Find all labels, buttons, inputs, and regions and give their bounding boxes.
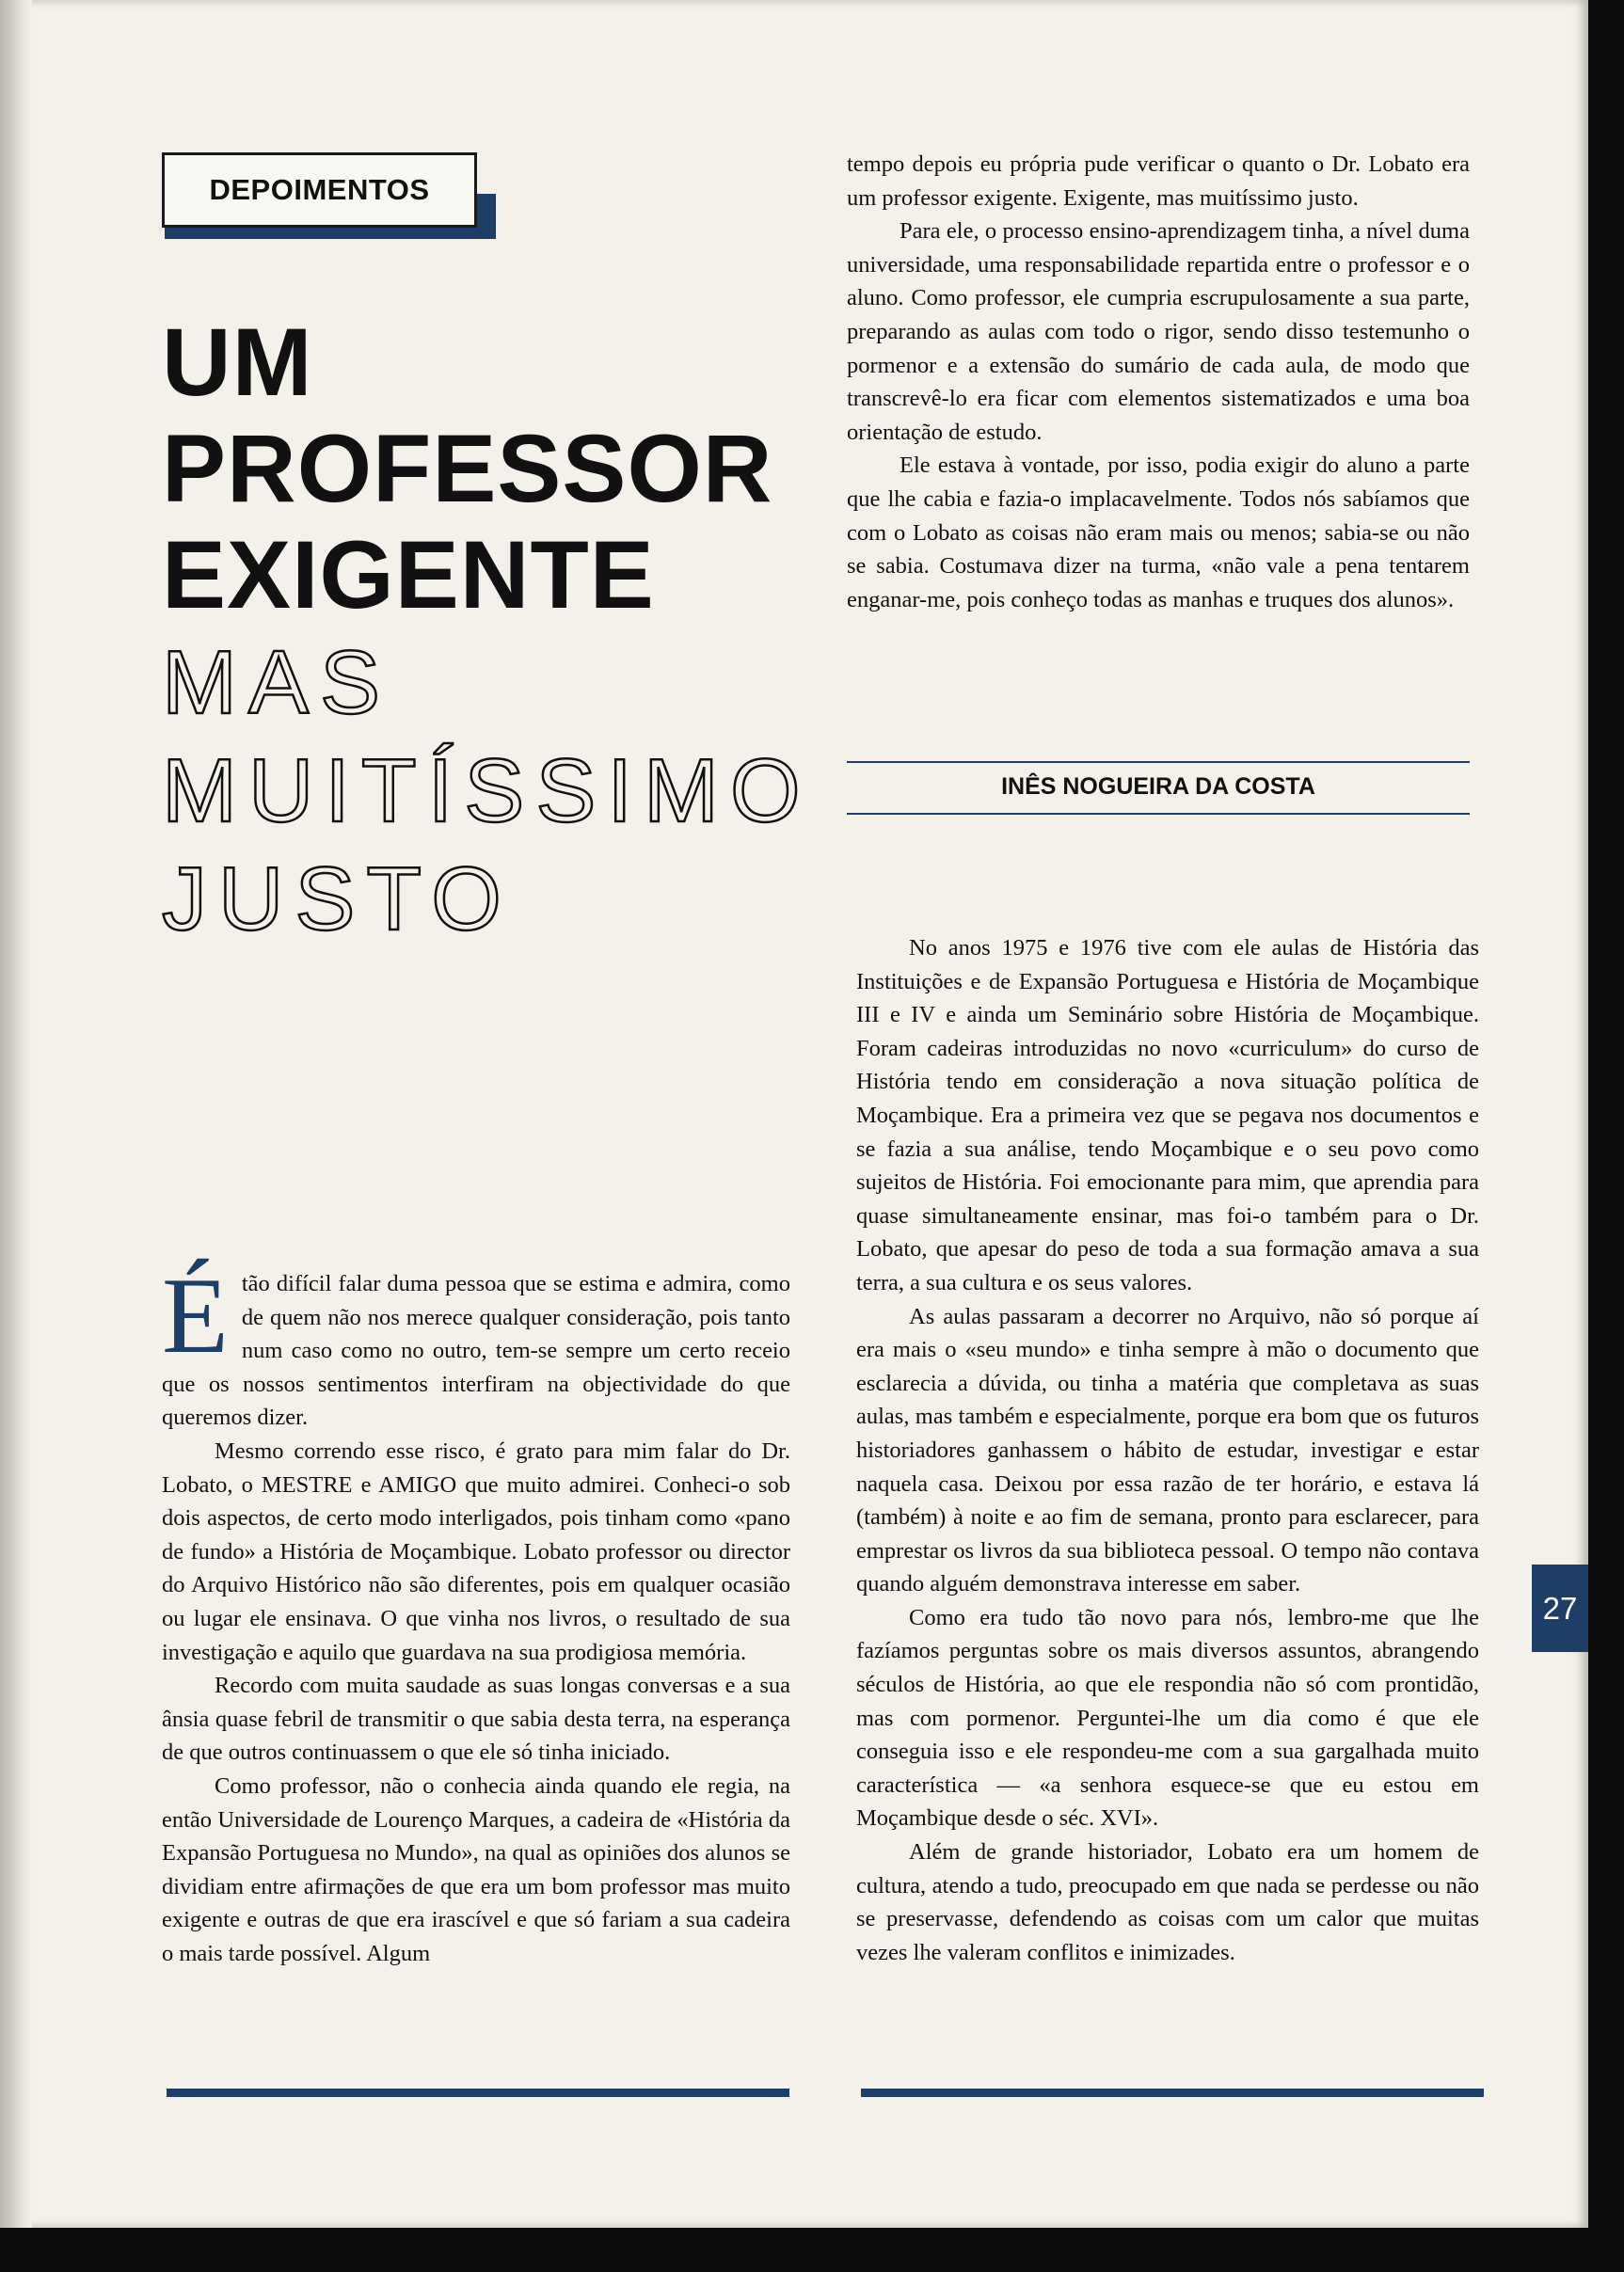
author-name: INÊS NOGUEIRA DA COSTA <box>1001 773 1315 800</box>
left-column <box>162 1256 790 1970</box>
page-number-tab <box>1532 1565 1588 1652</box>
author-rule-top <box>847 761 1470 763</box>
paragraph: Recordo com muita saudade as suas longas conversas e a sua ânsia quase febril de transmitir o que sabia desta terra, na esperança de que outros continuassem o que ele só tinha iniciado. <box>162 1673 790 1766</box>
right-column-top <box>847 148 1470 616</box>
section-label: DEPOIMENTOS <box>209 173 430 206</box>
author-rule-bottom <box>847 813 1470 815</box>
paragraph: Ele estava à vontade, por isso, podia exigir do aluno a parte que lhe cabia e fazia-o implacavelmente. Todos nós sabíamos que com o Lobato as coisas não eram mais ou menos; sabia-se ou não se sabia. Costumava dizer na turma, «não vale a pena tentarem enganar-me, pois conheço todas as manhas e truques dos alunos». <box>847 453 1470 612</box>
paragraph: Além de grande historiador, Lobato era um homem de cultura, atendo a tudo, preocupado em que nada se perdesse ou não se preservasse, defendendo as coisas com um calor que muitas vezes lhe valeram conflitos e inimizades. <box>856 1839 1479 1965</box>
paragraph: Como era tudo tão novo para nós, lembro-me que lhe fazíamos perguntas sobre os mais diversos assuntos, abrangendo séculos de História, ao que ele respondia não só com prontidão, mas com pormenor. Perguntei-lhe um dia como é que ele conseguia isso e ele respondeu-me com a sua gargalhada muito característica — «a senhora esquece-se que eu estou em Moçambique desde o séc. XVI». <box>856 1604 1479 1832</box>
paragraph: Para ele, o processo ensino-aprendizagem tinha, a nível duma universidade, uma responsabilidade repartida entre o professor e o aluno. Como professor, ele cumpria escrupulosamente a sua parte, preparando as aulas com todo o rigor, sendo disso testemunho o pormenor e a extensão do sumário de cada aula, de modo que transcrevê-lo era ficar com elementos sistematizados e uma boa orientação de estudo. <box>847 218 1470 445</box>
page-number: 27 <box>1542 1590 1578 1626</box>
bottom-rule-right <box>861 2089 1484 2097</box>
title-line-2: PROFESSOR <box>162 415 773 522</box>
paragraph <box>162 1256 790 1435</box>
drop-cap: É <box>162 1256 229 1376</box>
paragraph: As aulas passaram a decorrer no Arquivo, não só porque aí era mais o «seu mundo» e tinha sempre à mão o documento que esclarecia a dúvida, ou tinha a matéria que completava as suas aulas, mas também e especialmente, porque era bom que os futuros historiadores ganhassem o hábito de estudar, investigar e estar naquela casa. Deixou por essa razão de ter horário, e estava lá (também) à noite e ao fim de semana, pronto para esclarecer, para emprestar os livros da sua biblioteca pessoal. O tempo não contava quando alguém demonstrava interesse em saber. <box>856 1303 1479 1597</box>
title-line-1: UM <box>162 309 313 416</box>
section-label-box <box>162 152 477 228</box>
page-fold-shadow <box>0 0 32 2228</box>
paragraph: No anos 1975 e 1976 tive com ele aulas de História das Instituições e de Expansão Portuguesa e História de Moçambique III e IV e ainda um Seminário sobre História de Moçambique. Foram cadeiras introduzidas no novo «curriculum» do curso de História tendo em consideração a nova situação política de Moçambique. Era a primeira vez que se pegava nos documentos e se fazia a sua análise, tendo Moçambique e o seu povo como sujeitos de História. Foi emocionante para mim, que aprendia para quase simultaneamente ensinar, mas foi-o também para o Dr. Lobato, que apesar do peso de toda a sua formação amava a sua terra, a sua cultura e os seus valores. <box>856 935 1479 1295</box>
right-column-bottom <box>856 931 1479 1969</box>
title-line-3: EXIGENTE <box>162 521 655 628</box>
title-line-4: MAS <box>162 632 392 733</box>
bottom-rule-left <box>167 2089 789 2097</box>
title-line-5: MUITÍSSIMO <box>162 740 812 841</box>
paragraph: Como professor, não o conhecia ainda quando ele regia, na então Universidade de Lourenço Marques, a cadeira de «História da Expansão Portuguesa no Mundo», na qual as opiniões dos alunos se dividiam entre afirmações de que era um bom professor mas muito exigente e outras de que era irascível e que só fariam a sua cadeira o mais tarde possível. Algum <box>162 1772 790 1966</box>
paragraph-text: tão difícil falar duma pessoa que se estima e admira, como de quem não nos merece qualquer consideração, pois tanto num caso como no outro, tem-se sempre um certo receio que os nossos sentimentos interfiram na objectividade do que queremos dizer. <box>162 1271 790 1431</box>
title-line-6: JUSTO <box>162 849 513 949</box>
paragraph: tempo depois eu própria pude verificar o quanto o Dr. Lobato era um professor exigente. Exigente, mas muitíssimo justo. <box>847 151 1470 211</box>
paragraph: Mesmo correndo esse risco, é grato para mim falar do Dr. Lobato, o MESTRE e AMIGO que muito admirei. Conheci-o sob dois aspectos, de certo modo interligados, pois tinham como «pano de fundo» a História de Moçambique. Lobato professor ou director do Arquivo Histórico não são diferentes, pois em qualquer ocasião ou lugar ele ensinava. O que vinha nos livros, o resultado de sua investigação e aquilo que guardava na sua prodigiosa memória. <box>162 1438 790 1665</box>
